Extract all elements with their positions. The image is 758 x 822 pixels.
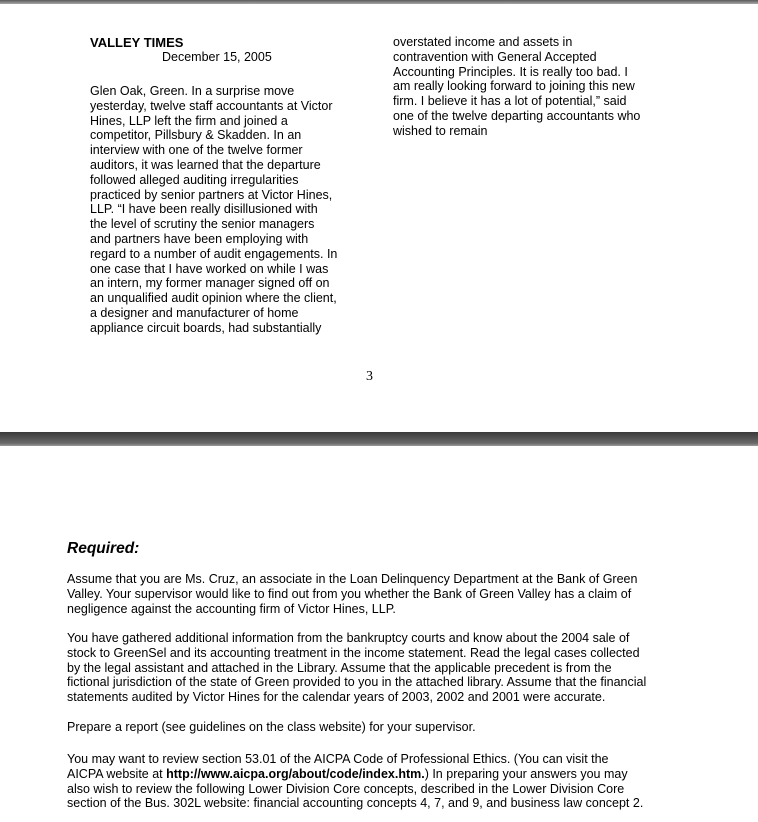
required-heading: Required: (67, 540, 140, 557)
paragraph-line: by the legal assistant and attached in the Library. Assume that the applicable precedent is from the (67, 660, 612, 675)
article-dateline: December 15, 2005 (162, 50, 272, 64)
article-line: followed alleged auditing irregularities (90, 172, 299, 187)
article-line: an intern, my former manager signed off on (90, 276, 330, 291)
article-line: Accounting Principles. It is really too bad. I (393, 64, 628, 79)
article-line: Hines, LLP left the firm and joined a (90, 113, 288, 128)
paragraph-line: section of the Bus. 302L website: financial accounting concepts 4, 7, and 9, and business law concept 2. (67, 796, 644, 811)
paragraph-resources (67, 752, 677, 811)
article-line: overstated income and assets in (393, 35, 573, 49)
article-line: competitor, Pillsbury & Skadden. In an (90, 128, 302, 143)
article-line: interview with one of the twelve former (90, 143, 303, 158)
paragraph-line: also wish to review the following Lower Division Core concepts, described in the Lower Division Core (67, 781, 625, 796)
article-line: a designer and manufacturer of home (90, 305, 299, 320)
page-top-edge (0, 0, 758, 4)
paragraph-line: statements audited by Victor Hines for the calendar years of 2003, 2002 and 2001 were accurate. (67, 690, 606, 705)
article-line: yesterday, twelve staff accountants at Victor (90, 98, 333, 113)
article-line: LLP. “I have been really disillusioned with (90, 202, 318, 217)
article-line: Glen Oak, Green. In a surprise move (90, 84, 295, 98)
article-line: one of the twelve departing accountants who (393, 108, 641, 123)
page-number: 3 (366, 369, 373, 384)
article-line: an unqualified audit opinion where the client, (90, 291, 337, 306)
article-line: auditors, it was learned that the departure (90, 157, 321, 172)
paragraph-line: You have gathered additional information from the bankruptcy courts and know about the 2004 sale of (67, 631, 630, 645)
paragraph-line: Valley. Your supervisor would like to find out from you whether the Bank of Green Valley has a claim of (67, 586, 632, 601)
paragraph-text: ) In preparing your answers you may (424, 766, 628, 781)
paragraph-line: fictional jurisdiction of the state of Green provided to you in the attached library. Assume that the financial (67, 675, 647, 690)
paragraph-line (67, 767, 677, 782)
newspaper-masthead: VALLEY TIMES (90, 35, 184, 50)
paragraph-line: You may want to review section 53.01 of the AICPA Code of Professional Ethics. (You can visit the (67, 752, 609, 766)
article-line: firm. I believe it has a lot of potential,” said (393, 94, 627, 109)
paragraph-line: negligence against the accounting firm of Victor Hines, LLP. (67, 601, 396, 616)
article-line: one case that I have worked on while I was (90, 261, 329, 276)
article-line: practiced by senior partners at Victor Hines, (90, 187, 333, 202)
article-line: the level of scrutiny the senior managers (90, 217, 315, 232)
paragraph-report: Prepare a report (see guidelines on the class website) for your supervisor. (67, 720, 476, 734)
paragraph-line: stock to GreenSel and its accounting treatment in the income statement. Read the legal cases collected (67, 645, 640, 660)
paragraph-text: AICPA website at (67, 766, 167, 781)
article-line: wished to remain (393, 123, 488, 138)
article-right-column (393, 35, 661, 139)
aicpa-url-link[interactable]: http://www.aicpa.org/about/code/index.htm. (166, 766, 425, 781)
page-separator (0, 432, 758, 446)
paragraph-line: Assume that you are Ms. Cruz, an associate in the Loan Delinquency Department at the Bank of Green (67, 572, 638, 586)
article-line: contravention with General Accepted (393, 49, 597, 64)
paragraph-assignment (67, 572, 677, 616)
article-line: and partners have been employing with (90, 231, 309, 246)
article-line: regard to a number of audit engagements. In (90, 246, 338, 261)
article-left-column (90, 84, 352, 336)
article-line: am really looking forward to joining this new (393, 79, 635, 94)
article-line: appliance circuit boards, had substantially (90, 320, 322, 335)
paragraph-background (67, 631, 677, 705)
